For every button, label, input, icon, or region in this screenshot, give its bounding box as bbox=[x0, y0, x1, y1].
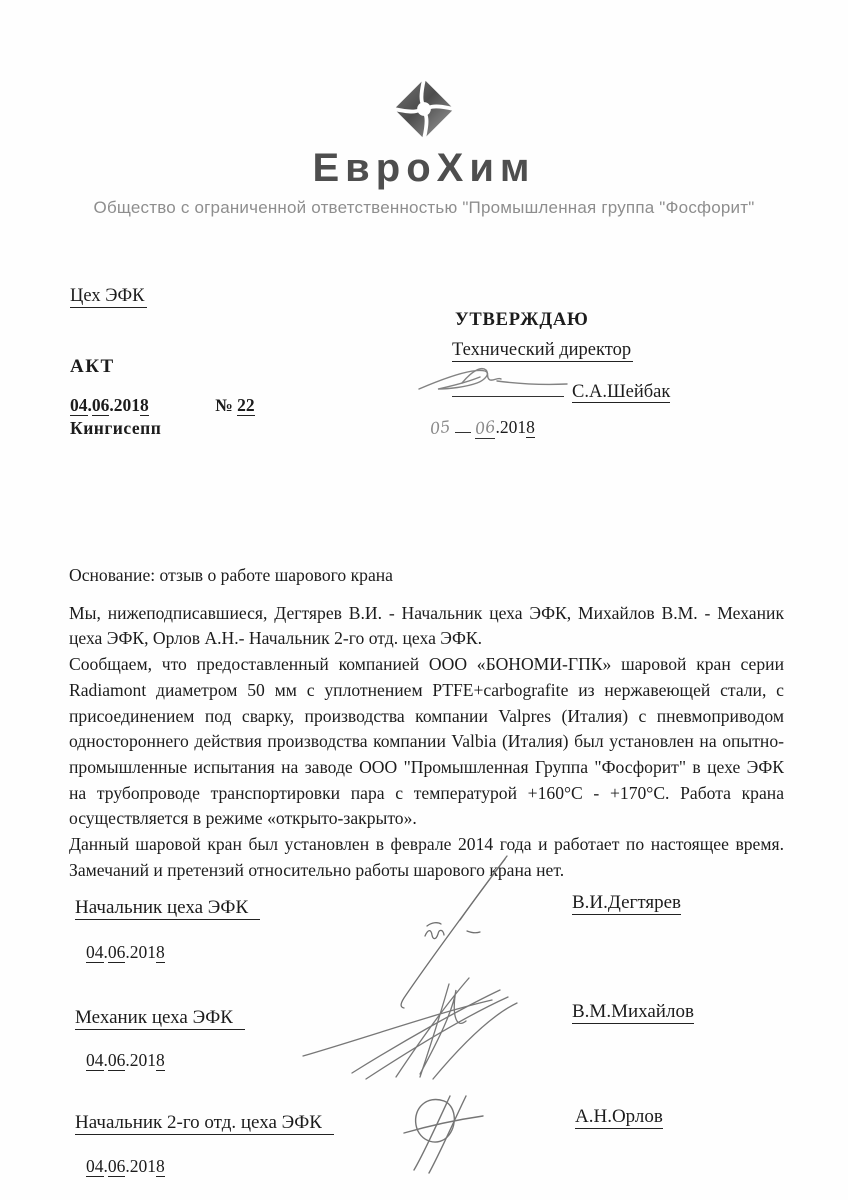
signatory-date: 04.06.2018 bbox=[86, 942, 165, 962]
handwritten-day: 05 bbox=[428, 416, 452, 439]
handwritten-month: 06 bbox=[474, 416, 497, 439]
document-body bbox=[69, 563, 784, 883]
signatory-name: В.И.Дегтярев bbox=[572, 892, 682, 913]
basis-line: Основание: отзыв о работе шарового крана bbox=[69, 565, 393, 585]
brand-wordmark: ЕвроХим bbox=[312, 146, 536, 190]
doc-meta-row bbox=[70, 395, 255, 416]
signatory-name: В.М.Михайлов bbox=[572, 1001, 694, 1022]
doc-date: 04.06.2018 bbox=[70, 395, 149, 415]
approver-title: Технический директор bbox=[452, 340, 632, 360]
company-name: Общество с ограниченной ответственностью "Промышленная группа "Фосфорит" bbox=[93, 198, 755, 217]
paragraph-signatories: Мы, нижеподписавшиеся, Дегтярев В.И. - Начальник цеха ЭФК, Михайлов В.М. - Механик цеха ЭФК, Орлов А.Н.- Начальник 2-го отд. цеха ЭФК. bbox=[69, 602, 784, 649]
signatory-title: Начальник 2-го отд. цеха ЭФК bbox=[75, 1112, 334, 1135]
doc-type-label: АКТ bbox=[70, 356, 115, 377]
signatory-date: 04.06.2018 bbox=[86, 1156, 165, 1176]
approve-stamp: УТВЕРЖДАЮ bbox=[455, 310, 589, 330]
doc-number: № 22 bbox=[215, 395, 255, 415]
department-label: Цех ЭФК bbox=[70, 286, 147, 308]
city-label: Кингисепп bbox=[70, 418, 162, 438]
paragraph-conclusion: Данный шаровой кран был установлен в феврале 2014 года и работает по настоящее время. Замечаний и претензий относительно работы шарового крана нет. bbox=[69, 834, 784, 880]
signatory-title: Начальник цеха ЭФК bbox=[75, 897, 260, 920]
handwritten-gap bbox=[455, 432, 471, 433]
orlov-signature-scribble bbox=[404, 1096, 483, 1173]
signature-blank-line bbox=[452, 378, 564, 397]
approver-signature-line bbox=[452, 378, 670, 403]
paragraph-description: Сообщаем, что предоставленный компанией ООО «БОНОМИ-ГПК» шаровой кран серии Radiamont диаметром 50 мм с уплотнением PTFE+carbografite из нержавеющей стали, с присоединением под сварку, производства компании Valpres (Италия) с пневмоприводом одностороннего действия производства компании Valbia (Италия) был установлен на опытно-промышленные испытания на заводе ООО "Промышленная Группа "Фосфорит" в цехе ЭФК на трубопроводе транспортировки пара с температурой +160°С - +170°С. Работа крана осуществляется в режиме «открыто-закрыто». bbox=[69, 654, 784, 829]
signatory-name: А.Н.Орлов bbox=[575, 1106, 663, 1127]
approve-date: 05 06.2018 bbox=[428, 416, 535, 439]
signatory-date: 04.06.2018 bbox=[86, 1050, 165, 1070]
mikhailov-signature-scribble bbox=[303, 978, 517, 1079]
eurochem-logo-icon bbox=[389, 78, 459, 140]
signatory-title: Механик цеха ЭФК bbox=[75, 1007, 245, 1030]
approver-name: С.А.Шейбак bbox=[572, 382, 671, 402]
